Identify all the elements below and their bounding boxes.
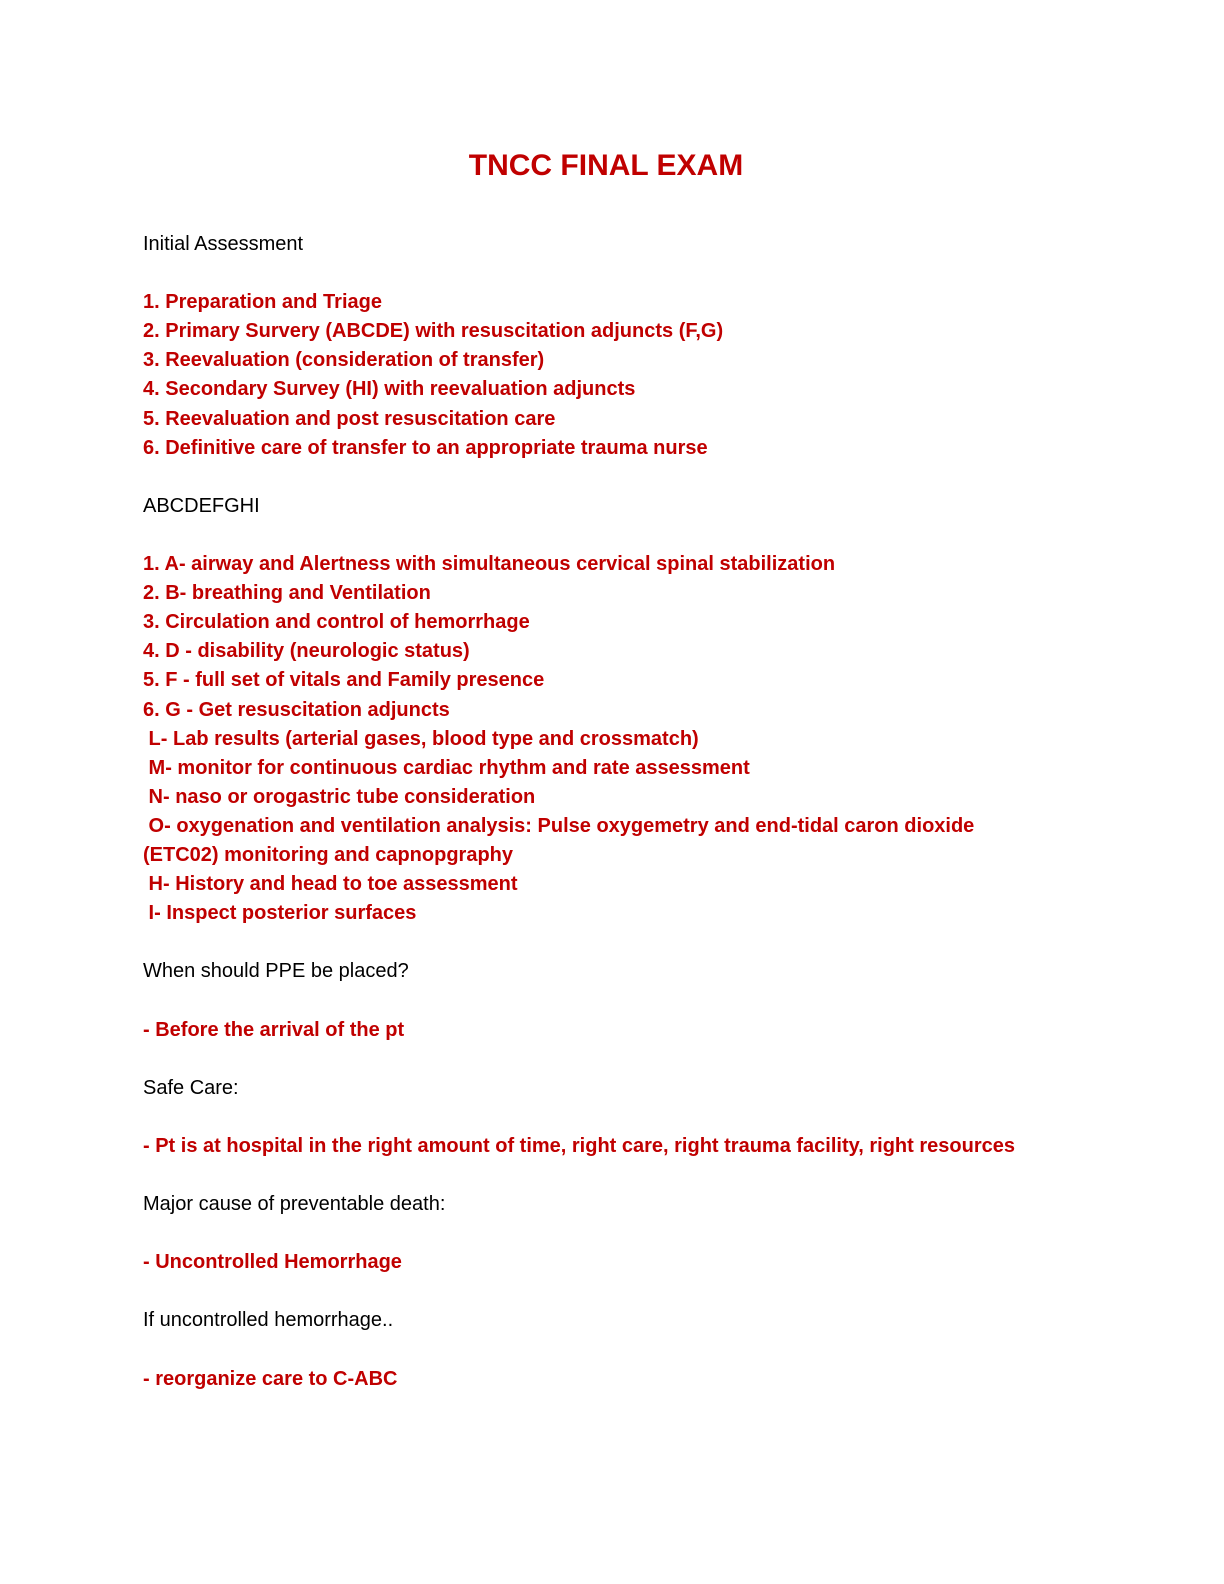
list-item: L- Lab results (arterial gases, blood type and crossmatch) xyxy=(143,727,699,750)
spacer xyxy=(143,521,1163,550)
spacer xyxy=(143,986,1163,1015)
list-item: 1. Preparation and Triage xyxy=(143,291,382,314)
question-uncontrolled-hemorrhage: If uncontrolled hemorrhage.. xyxy=(143,1309,394,1332)
list-item: 5. Reevaluation and post resuscitation care xyxy=(143,407,556,430)
list-item: 1. A- airway and Alertness with simultaneous cervical spinal stabilization xyxy=(143,553,836,576)
list-item: O- oxygenation and ventilation analysis: Pulse oxygemetry and end-tidal caron dioxide xyxy=(143,814,975,837)
section-heading-abcdefghi: ABCDEFGHI xyxy=(143,494,260,517)
answer-ppe: - Before the arrival of the pt xyxy=(143,1018,405,1041)
list-item: 3. Circulation and control of hemorrhage xyxy=(143,611,530,634)
list-item: M- monitor for continuous cardiac rhythm and rate assessment xyxy=(143,756,750,779)
initial-assessment-list xyxy=(143,288,1163,463)
spacer xyxy=(143,1045,1163,1074)
spacer xyxy=(143,1277,1163,1306)
list-item: 4. D - disability (neurologic status) xyxy=(143,640,470,663)
abcdefghi-list xyxy=(143,550,1163,928)
spacer xyxy=(143,1336,1163,1365)
document-body xyxy=(143,230,1163,1394)
list-item: 6. Definitive care of transfer to an appropriate trauma nurse xyxy=(143,436,708,459)
spacer xyxy=(143,463,1163,492)
list-item: (ETC02) monitoring and capnopgraphy xyxy=(143,843,514,866)
page-title: TNCC FINAL EXAM xyxy=(468,149,744,182)
question-preventable-death: Major cause of preventable death: xyxy=(143,1193,446,1216)
list-item: I- Inspect posterior surfaces xyxy=(143,902,417,925)
spacer xyxy=(143,928,1163,957)
answer-preventable-death: - Uncontrolled Hemorrhage xyxy=(143,1251,402,1274)
question-ppe: When should PPE be placed? xyxy=(143,960,409,983)
list-item: 2. Primary Survery (ABCDE) with resuscitation adjuncts (F,G) xyxy=(143,320,724,343)
spacer xyxy=(143,1161,1163,1190)
section-heading-initial-assessment: Initial Assessment xyxy=(143,233,304,255)
list-item: 2. B- breathing and Ventilation xyxy=(143,582,431,605)
list-item: 4. Secondary Survey (HI) with reevaluation adjuncts xyxy=(143,378,636,401)
spacer xyxy=(143,1103,1163,1132)
spacer xyxy=(143,259,1163,288)
list-item: H- History and head to toe assessment xyxy=(143,873,518,896)
answer-safe-care: - Pt is at hospital in the right amount of time, right care, right trauma facility, right resources xyxy=(143,1134,1015,1157)
list-item: 5. F - full set of vitals and Family presence xyxy=(143,669,545,692)
list-item: 6. G - Get resuscitation adjuncts xyxy=(143,698,450,721)
answer-uncontrolled-hemorrhage: - reorganize care to C-ABC xyxy=(143,1367,398,1390)
spacer xyxy=(143,1219,1163,1248)
list-item: 3. Reevaluation (consideration of transfer) xyxy=(143,349,545,372)
list-item: N- naso or orogastric tube consideration xyxy=(143,785,536,808)
question-safe-care: Safe Care: xyxy=(143,1076,239,1099)
